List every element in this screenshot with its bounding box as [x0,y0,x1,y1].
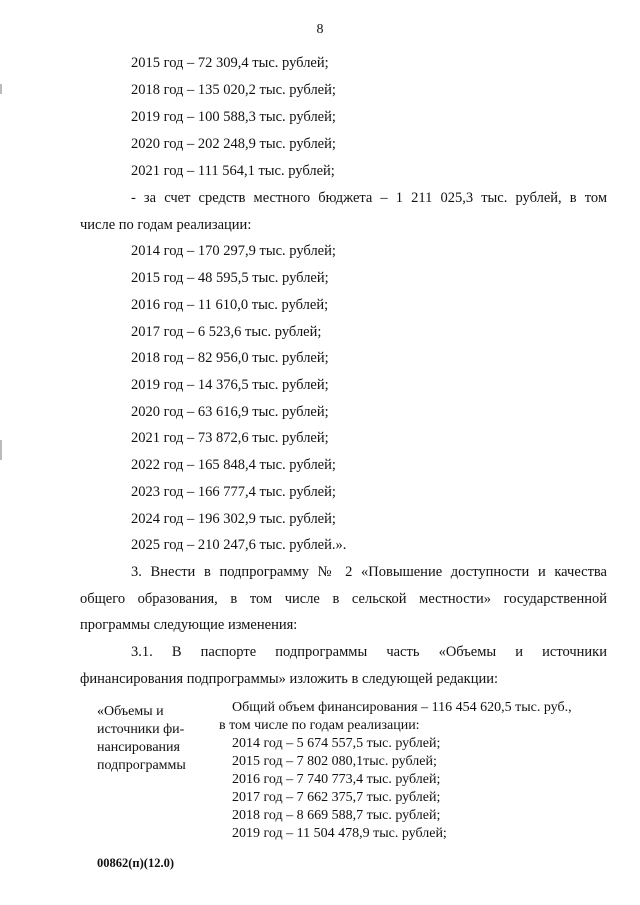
scan-edge-mark [0,440,2,460]
local-year-line: 2015 год – 48 595,5 тыс. рублей; [131,270,329,286]
regional-year-line: 2021 год – 111 564,1 тыс. рублей; [131,163,335,179]
local-year-line: 2023 год – 166 777,4 тыс. рублей; [131,484,336,500]
table-year-line: 2017 год – 7 662 375,7 тыс. рублей; [232,790,441,805]
document-code: 00862(п)(12.0) [97,856,174,870]
local-year-line: 2021 год – 73 872,6 тыс. рублей; [131,430,329,446]
item-3-line: программы следующие изменения: [80,617,298,633]
local-year-line: 2016 год – 11 610,0 тыс. рублей; [131,297,329,313]
item-3-line: 3. Внести в подпрограмму № 2 «Повышение доступности и качества [131,564,607,580]
regional-year-line: 2015 год – 72 309,4 тыс. рублей; [131,55,329,71]
local-year-line: 2019 год – 14 376,5 тыс. рублей; [131,377,329,393]
regional-year-line: 2020 год – 202 248,9 тыс. рублей; [131,136,336,152]
local-year-line: 2025 год – 210 247,6 тыс. рублей.». [131,537,347,553]
table-year-line: 2014 год – 5 674 557,5 тыс. рублей; [232,736,441,751]
passport-table-label [97,703,186,775]
table-year-line: 2016 год – 7 740 773,4 тыс. рублей; [232,772,441,787]
local-year-line: 2017 год – 6 523,6 тыс. рублей; [131,324,322,340]
local-year-line: 2018 год – 82 956,0 тыс. рублей; [131,350,329,366]
page-number: 8 [316,22,324,37]
total-funding-line: Общий объем финансирования – 116 454 620,5 тыс. руб., [232,700,572,715]
regional-year-line: 2019 год – 100 588,3 тыс. рублей; [131,109,336,125]
total-funding-line: в том числе по годам реализации: [219,718,420,733]
table-label-line: подпрограммы [97,758,186,773]
local-year-line: 2014 год – 170 297,9 тыс. рублей; [131,243,336,259]
local-budget-line: - за счет средств местного бюджета – 1 211 025,3 тыс. рублей, в том [131,190,607,206]
passport-table-value [219,699,572,843]
table-label-line: «Объемы и [97,704,164,719]
table-year-line: 2015 год – 7 802 080,1тыс. рублей; [232,754,437,769]
local-year-line: 2024 год – 196 302,9 тыс. рублей; [131,511,336,527]
table-label-line: источники фи- [97,722,185,737]
table-year-line: 2019 год – 11 504 478,9 тыс. рублей; [232,826,447,841]
local-year-line: 2020 год – 63 616,9 тыс. рублей; [131,404,329,420]
local-budget-line: числе по годам реализации: [80,217,252,233]
table-label-line: нансирования [97,740,180,755]
regional-year-line: 2018 год – 135 020,2 тыс. рублей; [131,82,336,98]
item-3-1-line: 3.1. В паспорте подпрограммы часть «Объемы и источники [131,644,607,660]
item-3-1-line: финансирования подпрограммы» изложить в следующей редакции: [80,671,499,687]
scan-edge-mark [0,84,2,94]
local-year-line: 2022 год – 165 848,4 тыс. рублей; [131,457,336,473]
item-3-line: общего образования, в том числе в сельской местности» государственной [80,591,607,607]
table-year-line: 2018 год – 8 669 588,7 тыс. рублей; [232,808,441,823]
